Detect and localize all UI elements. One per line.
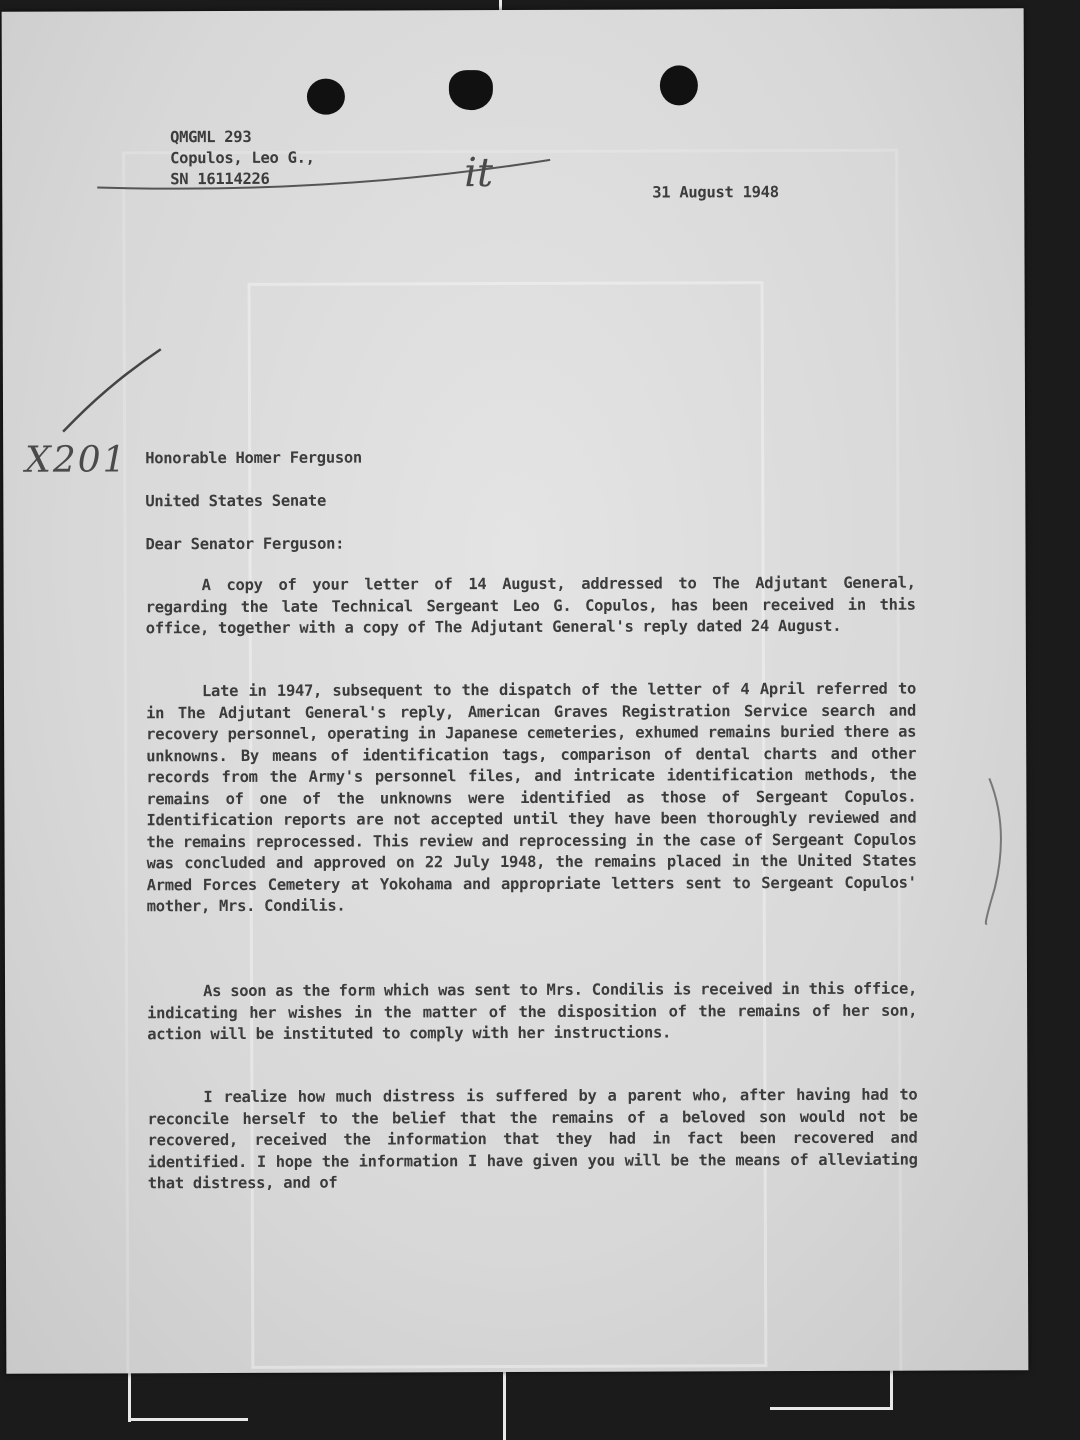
body-paragraph: I realize how much distress is suffered by a parent who, after having had to reconcile herself to the belief that the remains of a beloved son would not be recovered, received the information that they had in fact been recovered and identified. I hope the information I have given you will be the means of alleviating that distress, and of	[147, 1085, 918, 1193]
guide-line-bottom-left	[128, 1370, 131, 1422]
initial-mark: it	[464, 150, 494, 197]
letter-date: 31 August 1948	[652, 183, 779, 202]
recipient-organization: United States Senate	[145, 491, 327, 511]
body-paragraph: Late in 1947, subsequent to the dispatch of the letter of 4 April referred to in The Adjutant General's reply, American Graves Registration Service search and recovery personnel, operating in Japanese cemeteries, exhumed remains buried there as unknowns. By means of identification tags, comparison of dental charts and other records from the Army's personnel files, and intricate identification methods, the remains of one of the unknowns were identified as those of Sergeant Copulos. Identification reports are not accepted until they have been thoroughly reviewed and the remains reprocessed. This review and reprocessing in the case of Sergeant Copulos was concluded and approved on 22 July 1948, the remains placed in the United States Armed Forces Cemetery at Yokohama and appropriate letters sent to Sergeant Copulos' mother, Mrs. Condilis.	[146, 679, 917, 916]
subject-name: Copulos, Leo G.,	[170, 148, 315, 168]
guide-line-bottom-center	[503, 1370, 506, 1440]
margin-scribble	[985, 778, 1001, 924]
serial-number: SN 16114226	[170, 169, 270, 189]
letter-page	[2, 8, 1029, 1374]
body-paragraph: As soon as the form which was sent to Mrs. Condilis is received in this office, indicating her wishes in the matter of the disposition of the remains of her son, action will be instituted to comply with her instructions.	[147, 979, 918, 1044]
recipient-name: Honorable Homer Ferguson	[145, 448, 362, 468]
guide-line-bottom-right	[890, 1370, 893, 1410]
guide-line-bottom-right-h	[770, 1407, 893, 1410]
file-code: QMGML 293	[170, 127, 252, 147]
margin-note: X201	[25, 439, 128, 481]
file-reference	[170, 127, 315, 191]
check-mark	[63, 349, 161, 431]
body-paragraph: A copy of your letter of 14 August, addressed to The Adjutant General, regarding the late Technical Sergeant Leo G. Copulos, has been received in this office, together with a copy of The Adjutant General's reply dated 24 August.	[145, 573, 916, 638]
guide-line-bottom-left-h	[128, 1418, 248, 1421]
salutation: Dear Senator Ferguson:	[145, 534, 345, 554]
